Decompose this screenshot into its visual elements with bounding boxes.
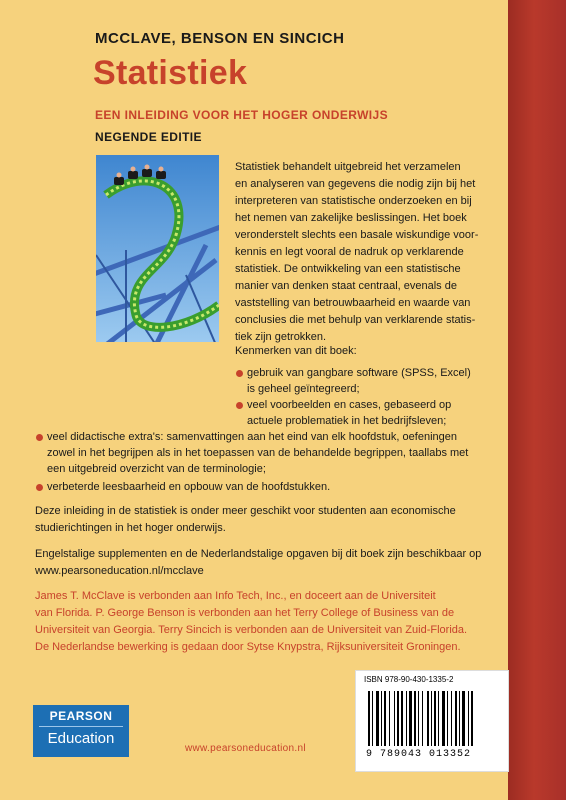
author-bios <box>35 588 515 656</box>
barcode-bar <box>455 691 457 746</box>
features-heading: Kenmerken van dit boek: <box>235 345 357 357</box>
bullet-icon <box>36 434 43 441</box>
feature-line: is geheel geïntegreerd; <box>247 383 360 395</box>
barcode-bar <box>384 691 386 746</box>
barcode-bar <box>442 691 445 746</box>
feature-line: verbeterde leesbaarheid en opbouw van de hoofdstukken. <box>47 481 331 493</box>
feature-line: actuele problematiek in het bedrijfsleven; <box>247 415 447 427</box>
barcode-bar <box>427 691 429 746</box>
barcode-bar <box>414 691 416 746</box>
barcode-bar <box>381 691 382 746</box>
feature-item <box>247 397 451 429</box>
barcode-bar <box>459 691 460 746</box>
feature-line: zowel in het begrijpen als in het toepassen van de behandelde begrippen, taallabs met <box>47 447 469 459</box>
barcode-bar <box>438 691 439 746</box>
pearson-logo-name: PEARSON <box>49 709 113 723</box>
barcode-bar <box>376 691 379 746</box>
supplement-line: Engelstalige supplementen en de Nederlandstalige opgaven bij dit boek zijn beschikbaar op <box>35 548 482 560</box>
intro-line: vaststelling van betrouwbaarheid en waarde van <box>235 297 471 309</box>
logo-divider <box>39 726 123 727</box>
book-title: Statistiek <box>93 54 248 92</box>
intro-line: statistiek. De ontwikkeling van een statistische <box>235 263 461 275</box>
bio-line: James T. McClave is verbonden aan Info Tech, Inc., en doceert aan de Universiteit <box>35 590 436 602</box>
barcode-bar <box>409 691 412 746</box>
audience-line: studierichtingen in het hoger onderwijs. <box>35 522 226 534</box>
feature-item <box>247 365 471 397</box>
feature-line: een uitgebreid overzicht van de terminologie; <box>47 463 266 475</box>
spine-stripe <box>508 0 566 800</box>
bio-line: De Nederlandse bewerking is gedaan door Sytse Knypstra, Rijksuniversiteit Groningen. <box>35 641 461 653</box>
barcode-number: 9 789043 013352 <box>366 749 472 760</box>
feature-line: gebruik van gangbare software (SPSS, Excel) <box>247 367 471 379</box>
barcode-icon <box>366 691 500 746</box>
feature-item <box>47 479 330 495</box>
pearson-logo-education: Education <box>47 730 115 747</box>
bullet-icon <box>236 370 243 377</box>
barcode-bar <box>434 691 436 746</box>
feature-line: veel voorbeelden en cases, gebaseerd op <box>247 399 452 411</box>
pearson-logo <box>33 705 129 757</box>
feature-item <box>47 429 468 477</box>
intro-line: manier van denken staat centraal, evenals de <box>235 280 457 292</box>
barcode-bar <box>462 691 465 746</box>
edition-label: NEGENDE EDITIE <box>95 130 202 144</box>
barcode-bar <box>368 691 370 746</box>
barcode-bar <box>451 691 452 746</box>
supplement-line: www.pearsoneducation.nl/mcclave <box>35 565 204 577</box>
intro-line: interpreteren van statistische onderzoeken en bij <box>235 195 472 207</box>
bullet-icon <box>36 484 43 491</box>
barcode-bar <box>397 691 399 746</box>
barcode-bar <box>406 691 407 746</box>
barcode-bar <box>447 691 448 746</box>
intro-line: kennis en legt vooral de nadruk op verklarende <box>235 246 464 258</box>
barcode-bar <box>422 691 423 746</box>
publisher-url[interactable]: www.pearsoneducation.nl <box>185 743 306 754</box>
barcode-bar <box>389 691 390 746</box>
feature-line: veel didactische extra's: samenvattingen aan het eind van elk hoofdstuk, oefeningen <box>47 431 457 443</box>
intro-line: Statistiek behandelt uitgebreid het verzamelen <box>235 161 461 173</box>
barcode-bar <box>372 691 373 746</box>
isbn-label: ISBN 978-90-430-1335-2 <box>364 675 454 684</box>
intro-line: tiek zijn getrokken. <box>235 331 327 343</box>
intro-paragraph <box>235 159 497 346</box>
barcode-bar <box>471 691 473 746</box>
bio-line: Universiteit van Georgia. Terry Sincich is verbonden aan de Universiteit van Zuid-Florida. <box>35 624 468 636</box>
barcode-bar <box>418 691 419 746</box>
barcode-bar <box>431 691 432 746</box>
isbn-barcode-box <box>355 670 509 772</box>
audience-line: Deze inleiding in de statistiek is onder meer geschikt voor studenten aan economische <box>35 505 456 517</box>
authors: MCCLAVE, BENSON EN SINCICH <box>95 30 345 47</box>
rollercoaster-photo <box>96 155 219 342</box>
intro-line: conclusies die met behulp van verklarende statis- <box>235 314 476 326</box>
barcode-bar <box>468 691 469 746</box>
barcode-bar <box>394 691 395 746</box>
supplements-paragraph <box>35 546 505 580</box>
bio-line: van Florida. P. George Benson is verbonden aan het Terry College of Business van de <box>35 607 455 619</box>
intro-line: het nemen van zakelijke beslissingen. Het boek <box>235 212 467 224</box>
audience-paragraph <box>35 503 505 537</box>
intro-line: en analyseren van gegevens die nodig zijn bij het <box>235 178 476 190</box>
book-subtitle: EEN INLEIDING VOOR HET HOGER ONDERWIJS <box>95 108 389 122</box>
bullet-icon <box>236 402 243 409</box>
barcode-bar <box>401 691 403 746</box>
intro-line: veronderstelt slechts een basale wiskundige voor- <box>235 229 479 241</box>
